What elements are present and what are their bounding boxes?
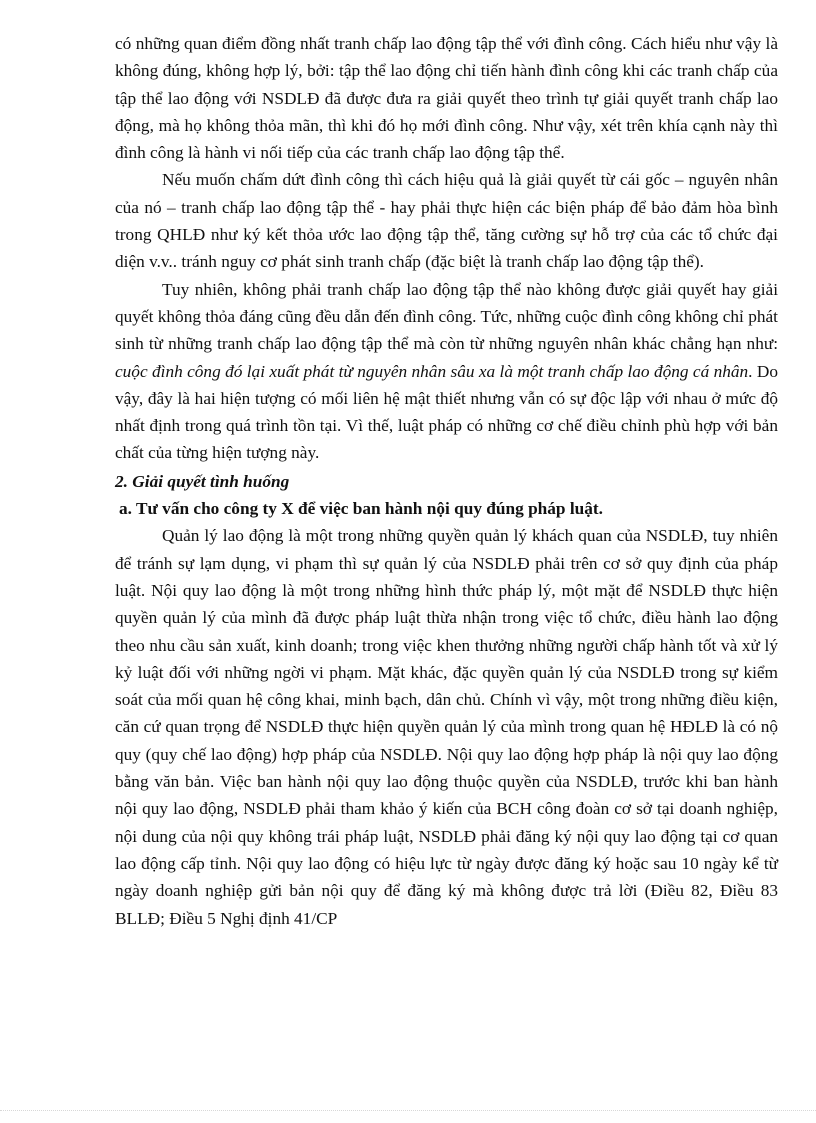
paragraph-relationship-text-end: . Do vậy, đây là hai hiện tượng có mối liên hệ mật thiết nhưng vẫn có sự độc lập với nhau ở mức độ nhất định trong quá trình tồn tại. Vì thế, luật pháp có những cơ chế điều chỉnh phù hợp với bản chất của từng hiện tượng này. (115, 361, 778, 463)
paragraph-relationship-italic: cuộc đình công đó lại xuất phát từ nguyên nhân sâu xa là một tranh chấp lao động cá nhân (115, 361, 749, 381)
page-bottom-divider (0, 1110, 816, 1111)
paragraph-relationship (115, 276, 778, 467)
paragraph-labor-rules: Quản lý lao động là một trong những quyền quản lý khách quan của NSDLĐ, tuy nhiên để tránh sự lạm dụng, vi phạm thì sự quản lý của NSDLĐ phải trên cơ sở quy định của pháp luật. Nội quy lao động là một trong những hình thức pháp lý, một mặt để NSDLĐ thực hiện quyền quản lý của mình đã được pháp luật thừa nhận trong việc tổ chức, điều hành lao động theo nhu cầu sản xuất, kinh doanh; trong việc khen thưởng những người chấp hành tốt và xử lý kỷ luật đối với những ngời vi phạm. Mặt khác, đặc quyền quản lý của NSDLĐ trong sự kiểm soát của mối quan hệ công khai, minh bạch, dân chủ. Chính vì vậy, một trong những điều kiện, căn cứ quan trọng để NSDLĐ thực hiện quyền quản lý của mình trong quan hệ HĐLĐ là có nộ quy (quy chế lao động) hợp pháp của NSDLĐ. Nội quy lao động hợp pháp là nội quy lao động bằng văn bản. Việc ban hành nội quy lao động thuộc quyền của NSDLĐ, trước khi ban hành nội quy lao động, NSDLĐ phải tham khảo ý kiến của BCH công đoàn cơ sở tại doanh nghiệp, nội dung của nội quy không trái pháp luật, NSDLĐ phải đăng ký nội quy lao động tại cơ quan lao động cấp tỉnh. Nội quy lao động có hiệu lực từ ngày được đăng ký hoặc sau 10 ngày kể từ ngày doanh nghiệp gửi bản nội quy để đăng ký mà không được trả lời (Điều 82, Điều 83 BLLĐ; Điều 5 Nghị định 41/CP (115, 526, 778, 928)
paragraph-strike-vs-dispute: có những quan điểm đồng nhất tranh chấp lao động tập thể với đình công. Cách hiểu như vậy là không đúng, không hợp lý, bởi: tập thể lao động chỉ tiến hành đình công khi các tranh chấp của tập thể lao động với NSDLĐ đã được đưa ra giải quyết theo trình tự giải quyết tranh chấp lao động, mà họ không thỏa mãn, thì khi đó họ mới đình công. Như vậy, xét trên khía cạnh này thì đình công là hành vi nối tiếp của các tranh chấp lao động tập thể. (115, 34, 778, 163)
section-heading-resolve-situation: 2. Giải quyết tình huống (115, 471, 290, 491)
paragraph-ending-strikes: Nếu muốn chấm dứt đình công thì cách hiệu quả là giải quyết từ cái gốc – nguyên nhân của nó – tranh chấp lao động tập thể - hay phải thực hiện các biện pháp để bảo đảm hòa bình trong QHLĐ như ký kết thỏa ước lao động tập thể, tăng cường sự hỗ trợ của các tổ chức đại diện v.v.. tránh nguy cơ phát sinh tranh chấp (đặc biệt là tranh chấp lao động tập thể). (115, 170, 778, 272)
paragraph-relationship-text-start: Tuy nhiên, không phải tranh chấp lao động tập thể nào không được giải quyết hay giải quyết không thỏa đáng cũng đều dẫn đến đình công. Tức, những cuộc đình công không chỉ phát sinh từ những tranh chấp lao động tập thể mà còn từ những nguyên nhân khác chẳng hạn như: (115, 279, 778, 354)
subsection-heading-advise-company: a. Tư vấn cho công ty X để việc ban hành nội quy đúng pháp luật. (119, 499, 603, 519)
